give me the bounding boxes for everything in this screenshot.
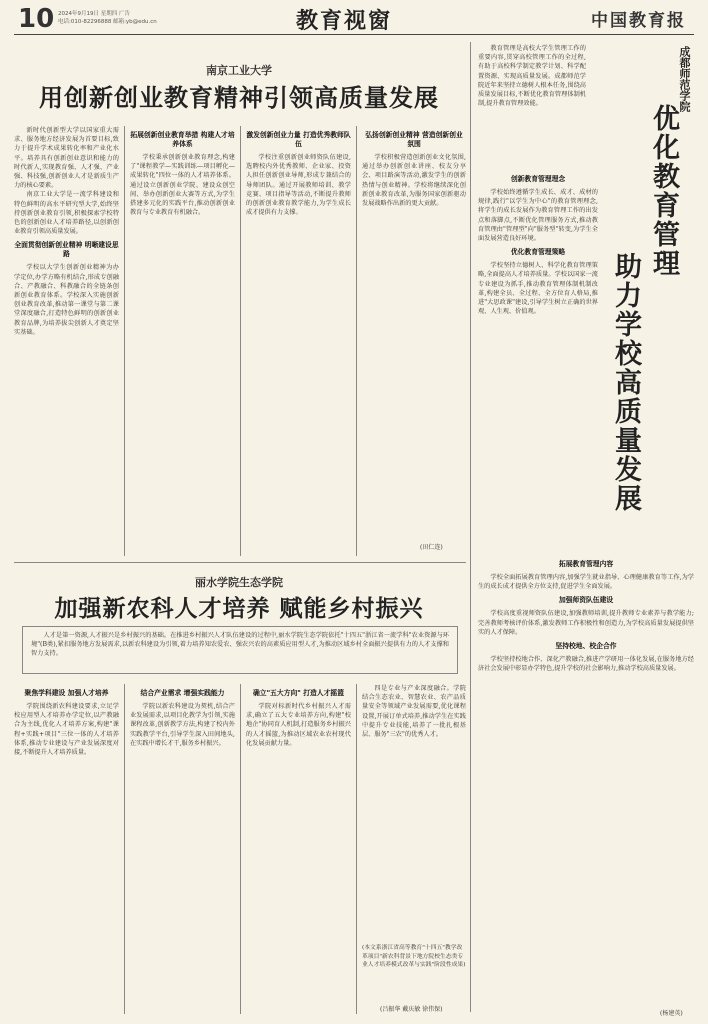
article2-heading-1: 聚焦学科建设 加强人才培养 <box>24 689 109 697</box>
article2-body-4: 四是专业与产业深度融合。学院结合生态农业、智慧农业、农产品质量安全等领域产业发展需要,优化课程设置,开展订单式培养,推动学生在实践中提升专业技能,培养了一批扎根基层、服务"三农"的优秀人才。 <box>362 685 466 739</box>
article3-heading-3: 拓展教育管理内容 <box>558 560 614 568</box>
date-line: 2024年9月19日 星期四 广告 <box>58 11 130 17</box>
article1-kicker: 南京工业大学 <box>206 64 272 77</box>
article3-intro: 教育管理是高校大学生管理工作的重要内容,贯穿高校管理工作的全过程,有助于高校科学制定教学计划、科学配置资源、实现高质量发展。成都师范学院近年来坚持立德树人根本任务,围绕高质量发展目标,不断优化教育管理体制机制,提升教育管理效能。 <box>478 45 586 108</box>
newspaper-brand: 中国教育报 <box>591 11 686 31</box>
article1-column-1 <box>14 126 119 556</box>
article3-body-3: 学校全面拓展教育管理内容,加强学生就业指导、心理健康教育等工作,为学生的成长成才提供全方位支持,促进学生全面发展。 <box>478 574 694 591</box>
article3-heading-5: 坚持校地、校企合作 <box>555 642 617 651</box>
page-number: 10 <box>18 4 55 34</box>
article3-body-2: 学校坚持立德树人、科学化教育管理策略,全面提高人才培养质量。学校以国家一流专业建设为抓手,推动教育管理体制机制改革,构建全员、全过程、全方位育人格局,推进"大思政课"建设,引导学生树立正确的世界观、人生观、价值观。 <box>478 262 598 316</box>
article1-intro-2: 南京工业大学是一流学科建设和特色鲜明的高水平研究型大学,始终坚持创新创业教育引领,积极探索学校特色的创新创业人才培养路径,以创新创业教育引领高质量发展。 <box>14 191 119 236</box>
article2-body-2: 学院以新农科建设为契机,结合产业发展需求,以项目化教学为引领,实施课程改革,创新教学方法,构建了校内外实践教学平台,引导学生深入田间地头,在实践中增长才干,服务乡村振兴。 <box>130 703 235 747</box>
column-rule <box>240 684 241 1014</box>
article3-body-1: 学校始终遵循学生成长、成才、成材的规律,践行"以学生为中心"的教育管理理念,将学生的成长发展作为教育管理工作的出发点和落脚点,不断优化管理服务方式,推动教育管理由"管理型"向"服务型"转变,为学生全面发展营造良好环境。 <box>478 189 598 243</box>
article1-intro-1: 新时代创新型大学以国家重大需求、服务地方经济发展为首要目标,致力于提升学术成果转化率和产业化水平。培养具有创新创业意识和能力的时代新人,实现教育强、人才强、产业强、科技强,创新创业人才是新质生产力的核心要素。 <box>14 127 119 190</box>
article1-heading-2: 拓展创新创业教育举措 构建人才培养体系 <box>130 131 235 148</box>
editor-line: 电话:010-82296888 邮箱:yb@edu.cn <box>58 19 157 25</box>
article1-body-1: 学校以大学生创新创业精神为办学定位,办学方略有机结合,形成专创融合、产教融合、科教融合的全链条创新创业教育体系。学校深入实施创新创业教育改革,推动第一课堂与第二课堂深度融合,打造特色鲜明的创新创业教育品牌,为培养拔尖创新人才奠定坚实基础。 <box>14 264 119 336</box>
article3-title-line1: 优化教育管理 <box>648 104 679 278</box>
column-rule <box>356 126 357 556</box>
article2-column-2 <box>130 684 235 1014</box>
column-rule <box>240 126 241 556</box>
column-rule <box>124 684 125 1014</box>
page-column-rule <box>470 42 471 1012</box>
article2-byline: (吕振华 戴庆敏 徐伟保) <box>380 1006 443 1013</box>
article3-body-5: 学校坚持校地合作、深化产教融合,推进产学研用一体化发展,在服务地方经济社会发展中彰显办学特色,提升学校的社会影响力,推动学校高质量发展。 <box>478 656 694 673</box>
article3-column-1 <box>478 170 598 540</box>
page-header <box>0 0 708 36</box>
article2-heading-3: 确立"五大方向" 打造人才摇篮 <box>252 689 344 697</box>
article3-heading-2: 优化教育管理策略 <box>510 248 566 257</box>
article3-byline: (杨建英) <box>660 1010 683 1017</box>
article1-heading-4: 弘扬创新创业精神 营造创新创业氛围 <box>365 131 463 148</box>
article1-body-3: 学校注重创新创业师资队伍建设,选聘校内外优秀教师、企业家、投资人担任创新创业导师,形成专兼结合的导师团队。通过开展教师培训、教学竞赛、项目指导等活动,不断提升教师的创新创业教育教学能力,为学生成长成才提供有力支撑。 <box>246 154 351 217</box>
article-separator <box>14 562 466 563</box>
column-rule <box>124 126 125 556</box>
article2-column-3 <box>246 684 351 1014</box>
article1-title: 用创新创业教育精神引领高质量发展 <box>39 84 439 112</box>
article1-heading-3: 激发创新创业力量 打造优秀教师队伍 <box>246 131 351 148</box>
article2-title: 加强新农科人才培养 赋能乡村振兴 <box>54 596 424 622</box>
article1-body-2: 学校秉承创新创业教育理念,构建了"课程教学—实践训练—项目孵化—成果转化"四位一体的人才培养体系。通过设立创新创业学院、建设众创空间、举办创新创业大赛等方式,为学生搭建多元化的实践平台,推动创新创业教育与专业教育有机融合。 <box>130 154 235 217</box>
article2-lead-box <box>22 626 458 674</box>
article1-body-4: 学校积极营造创新创业文化氛围,通过举办创新创业讲座、校友分享会、项目路演等活动,激发学生的创新热情与创业精神。学校将继续深化创新创业教育改革,为服务国家创新驱动发展战略作出新的更大贡献。 <box>362 154 466 208</box>
section-title: 教育视窗 <box>296 8 393 34</box>
article1-heading-1: 全面贯彻创新创业精神 明晰建设思路 <box>14 241 119 259</box>
article2-lead: 人才是第一资源,人才振兴是乡村振兴的基础。在推进乡村振兴人才队伍建设的过程中,丽水学院生态学院依托"十四五"浙江省一流学科"农业资源与环境"(B类),紧扣服务地方发展需求,以新农科建设为引领,着力培养知农爱农、强农兴农的高素质应用型人才,为推动区域乡村全面振兴提供有力的人才支撑和智力支持。 <box>31 632 449 657</box>
column-rule <box>356 684 357 1014</box>
article1-byline: (田仁连) <box>420 544 443 551</box>
article2-body-3: 学院对标新时代乡村振兴人才需求,确立了五大专业培养方向,构建"校地企"协同育人机制,打造服务乡村振兴的人才摇篮,为推动区域农业农村现代化发展贡献力量。 <box>246 703 351 747</box>
article2-heading-2: 结合产业需求 增强实践能力 <box>140 689 225 697</box>
header-meta <box>58 10 157 26</box>
article1-column-4 <box>362 126 466 536</box>
article2-body-1: 学院围绕新农科建设要求,立足学校应用型人才培养办学定位,以产教融合为主线,优化人才培养方案,构建"课程+实践+项目"三位一体的人才培养体系,推动专业建设与产业发展深度对接,不断提升人才培养质量。 <box>14 703 119 757</box>
article1-column-2 <box>130 126 235 556</box>
article3-intro-block <box>478 44 586 164</box>
article2-column-4 <box>362 684 466 934</box>
header-rule <box>14 34 694 35</box>
article3-kicker: 成都师范学院 <box>678 46 691 112</box>
article3-column-2 <box>478 555 694 1005</box>
article2-column-1 <box>14 684 119 1014</box>
article2-note: (本文系浙江省高等教育"十四五"教学改革项目"新农科背景下地方院校生态类专业人才培养模式改革与实践"阶段性成果) <box>362 945 466 968</box>
article3-heading-4: 加强师资队伍建设 <box>558 596 614 605</box>
article2-kicker: 丽水学院生态学院 <box>195 576 283 589</box>
article3-heading-1: 创新教育管理理念 <box>510 175 566 183</box>
article3-body-4: 学校高度重视师资队伍建设,加强教师培训,提升教师专业素养与教学能力;完善教师考核评价体系,激发教师工作积极性和创造力,为学校高质量发展提供坚实的人才保障。 <box>478 610 694 636</box>
article3-title-line2: 助力学校高质量发展 <box>610 252 641 513</box>
article1-column-3 <box>246 126 351 556</box>
